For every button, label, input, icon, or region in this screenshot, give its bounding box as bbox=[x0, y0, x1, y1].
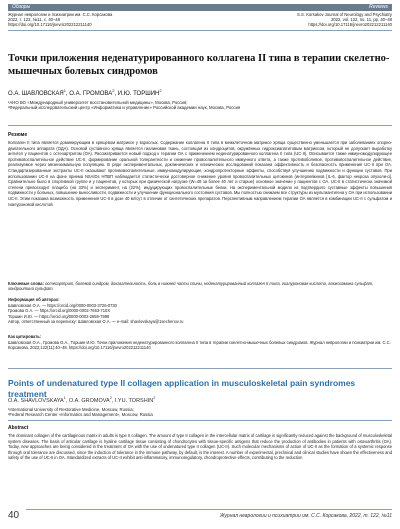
author-name: O.A. GROMOVA bbox=[68, 397, 110, 404]
divider bbox=[8, 125, 392, 126]
journal-meta-line: 2022, vol. 122, no. 11, pp. 40–48 bbox=[331, 17, 392, 22]
doi-link[interactable]: https://doi.org/10.17116/jnevro202212211140 bbox=[8, 22, 92, 27]
orcid-line[interactable]: Шавловская О.А. — https://orcid.org/0000-0003-3726-0730 bbox=[8, 302, 117, 308]
abstract-heading-en: Abstract bbox=[8, 425, 29, 431]
divider bbox=[8, 420, 392, 421]
correspondence-line[interactable]: Автор, ответственный за переписку: Шавловская О.А. — e-mail: shavlovskaya@1sechenov.ru bbox=[8, 319, 184, 324]
citation-heading: Как цитировать: bbox=[8, 334, 42, 339]
affiliations-en bbox=[8, 407, 392, 418]
orcid-line[interactable]: Торшин И.Ю. — https://orcid.org/0000-0002-2659-7998 bbox=[8, 313, 110, 319]
journal-meta-line: Журнал неврологии и психиатрии им. С.С. Корсакова bbox=[8, 12, 113, 17]
page-footer bbox=[8, 509, 392, 523]
doi-link[interactable]: https://doi.org/10.17116/jnevro202212211140 bbox=[308, 22, 392, 27]
keywords-label: Ключевые слова: bbox=[8, 281, 44, 286]
author-name: О.А. ШАВЛОВСКАЯ bbox=[8, 91, 64, 97]
section-label-en: Reviews bbox=[369, 4, 388, 10]
article-page bbox=[8, 4, 392, 525]
footer-rule bbox=[26, 509, 392, 510]
orcid-line[interactable]: Громова О.А. — https://orcid.org/0000-0002-7663-710X bbox=[8, 308, 111, 313]
journal-meta-line: S.S. Korsakov Journal of Neurology and Psychiatry bbox=[297, 12, 392, 17]
abstract-ru-text: Коллаген II типа является доминирующим в хрящевом матриксе у взрослых. Содержание коллагена II типа в межклеточном матриксе хряща существенно уменьшается при заболеваниях опорно-двигательного аппарата (ОДА). Основой суставного хряща является гиалиновая ткань, состоящая из хондроцитов, окружённых гидроксиапатитовым матриксом, который не допускает выработку антител у пациентов с остеоартритом (ОА). Рассматривается новый подход к терапии ОА с применением неденатурированного коллагена II типа (UC-II). Описывается также иммуномодулирующее противовоспалительное действие UC-II, формирование оральной толерантности и снижение провоспалительного иммунного ответа, а также противоболевое, противовоспалительное действие, реализуемое через мезенхимальную популяцию. В ряде экспериментальных, доклинических и клинических исследований показана эффективность и безопасность применения UC-II при ОА. Стандартизированные экстракты UC-II оказывают противовоспалительные, иммуномодулирующие, хондропротекторные эффекты, способствуя улучшению подвижности и функции суставов. При использовании UC-II на фоне приема NSAIDs НПВП наблюдается статистически достоверное снижение уровня провоспалительных цитокинов (интерлейкинов [IL-6, фактор некроза опухоли-α]. Сравнительно было в спортивной группе и у пациентов, у которых при физической нагрузке (W=48 за более 40 лет и старше) основное значение у пациентов с ОА. UC-II в статистически значимой степени превосходит плацебо (на 33%) и эксперимент, на (22%), индуцирующих провоспалительные белки. На экспериментальной модели из подтвердило суставные эффекты повышения подвижности у больных, повышение выносливости, подвижности и улучшение функционального состояния суставов. Мы полностью снижаем все структуры из мультиантигена у ОА при использовании UC-II. Этим показана возможность применения UC-II в дозе 40 мг/сут в отличие от синтетических препаратов. Перспективным направлением терапии ОА является в комбинации UC-II с сульфатом и гиалуроновой кислотой. bbox=[8, 140, 392, 207]
authors-ru: О.А. ШАВЛОВСКАЯ$^1$, О.А. ГРОМОВА$^2$, И.Ю. ТОРШИН$^2$ bbox=[8, 88, 162, 97]
divider bbox=[8, 368, 392, 369]
affiliation-line: ¹International University of Restorative Medicine, Moscow, Russia; bbox=[8, 407, 134, 412]
abstract-heading-ru: Резюме bbox=[8, 132, 28, 138]
article-title-ru: Точки приложения неденатурированного коллагена II типа в терапии скелетно-мышечных болевых синдромов bbox=[8, 53, 390, 77]
citation-text: Шавловская О.А., Громова О.А., Торшин И.Ю. Точки приложения неденатурированного коллагена II типа в терапии скелетно-мышечных болевых синдромов. Журнал неврологии и психиатрии им. С.С. Корсакова. 2022;122(11):40–48. https://doi.org/10.17116/jnevro202212211140 bbox=[8, 339, 391, 350]
author-info bbox=[8, 297, 392, 325]
authors-en: O.A. SHAVLOVSKAYA$^1$, O.A. GROMOVA$^2$, I.YU. TORSHIN$^2$ bbox=[8, 396, 156, 404]
journal-meta-en bbox=[202, 12, 392, 27]
keywords-ru bbox=[8, 281, 392, 292]
affiliations-ru bbox=[8, 100, 392, 111]
journal-name-footer: Журнал неврологии и психиатрии им. С.С. Корсакова, 2022, т. 122, №11 bbox=[219, 513, 392, 519]
section-header-bar bbox=[8, 4, 392, 11]
affiliation-line: ²Federal Research Center «Informatics and Management», Moscow, Russia bbox=[8, 412, 153, 418]
author-name: O.A. SHAVLOVSKAYA bbox=[8, 397, 64, 404]
journal-meta-ru bbox=[8, 12, 198, 27]
author-name: И.Ю. ТОРШИН bbox=[117, 91, 160, 97]
affiliation-line: ²Федеральный исследовательский центр «Информатика и управление» Российской академии наук, Москва, Россия bbox=[8, 105, 241, 111]
author-info-heading: Информация об авторах: bbox=[8, 297, 60, 302]
author-name: О.А. ГРОМОВА bbox=[69, 91, 113, 97]
citation-block bbox=[8, 334, 392, 351]
page-number: 40 bbox=[8, 510, 20, 521]
affiliation-line: ¹АНО ВО «Международный университет восстановительной медицины», Москва, Россия; bbox=[8, 100, 188, 105]
section-label-ru: Обзоры bbox=[12, 4, 31, 10]
divider bbox=[8, 30, 392, 31]
author-name: I.YU. TORSHIN bbox=[114, 397, 154, 404]
article-title-en: Points of undenatured type II collagen application in musculoskeletal pain syndromes treatment bbox=[8, 378, 356, 399]
keywords-text: остеоартрит, болевой синдром, доказательность, боль в нижней части спины, неденатурированный коллаген II типа, гиалуроновая кислота, глюкозамина сульфат, хондроитина сульфат. bbox=[8, 281, 374, 292]
abstract-en-text: The dominant collagen of the cartilaginous matrix in adults is type II collagen. The amount of type II collagen in the intercellular matrix of cartilage is significantly reduced against the background of musculoskeletal system diseases. The basis of articular cartilage is hyaline cartilage tissue consisting of chondrocytes with tissue-specific antigens that reduce the production of antibodies in patients with osteoarthritis (OA). Today, new approaches are being considered in the treatment of OA with the use of undenatured type II collagen (UC-II). Such molecular mechanisms of action of UC-II as the formation of a systemic response through oral tolerance are discussed, since the induction of tolerance in the immune pathway, by default, is the interest. A number of experimental, preclinical and clinical studies have shown the effectiveness and safety of the use of UC-II in OA. Standardized extracts of UC-II exhibit anti-inflammatory, immunoregulatory, chondroprotective effects, contributing to the reduction bbox=[8, 433, 392, 461]
journal-meta-line: 2022, т. 122, №11, с. 40–48 bbox=[8, 17, 60, 22]
